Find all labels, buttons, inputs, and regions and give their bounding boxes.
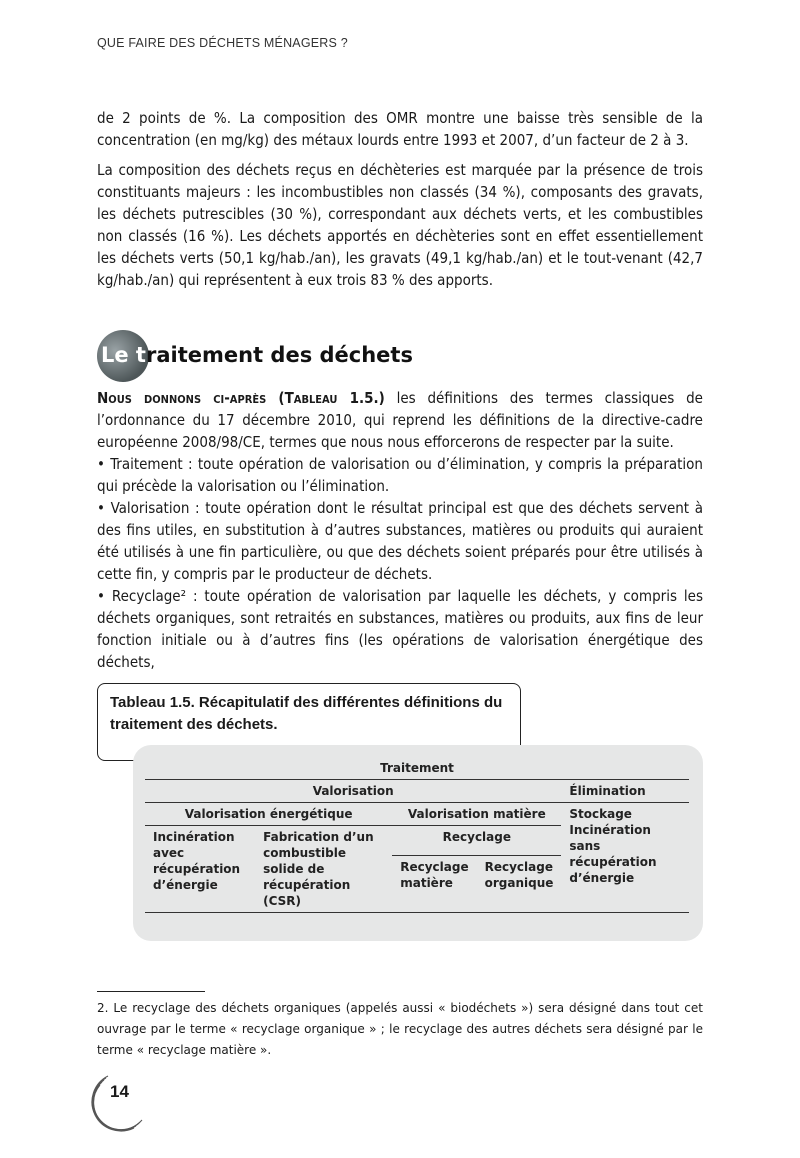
intro-paragraph <box>97 387 703 453</box>
intro-lead: Nous donnons ci-après (Tableau 1.5.) <box>97 389 385 407</box>
heading-text-white: Le t <box>101 343 146 367</box>
heading-text: raitement des déchets <box>145 343 413 367</box>
cell-elimination-detail: Stockage Incinération sans récupération d’énergie <box>561 803 689 913</box>
footnote: 2. Le recyclage des déchets organiques (appelés aussi « biodéchets ») sera désigné dans tout cet ouvrage par le terme « recyclage organique » ; le recyclage des autres déchets sera désigné par le terme « recyclage matière ». <box>97 1001 703 1057</box>
th-valorisation: Valorisation <box>145 780 561 803</box>
th-recyclage: Recyclage <box>392 826 561 856</box>
running-header: QUE FAIRE DES DÉCHETS MÉNAGERS ? <box>97 36 348 50</box>
page-number <box>88 1072 158 1132</box>
footnote-rule <box>97 991 205 992</box>
th-val-energetique: Valorisation énergétique <box>145 803 392 826</box>
body-text-top <box>97 107 703 291</box>
paragraph: de 2 points de %. La composition des OMR montre une baisse très sensible de la concentration (en mg/kg) des métaux lourds entre 1993 et 2007, d’un facteur de 2 à 3. <box>97 109 703 149</box>
bullet-traitement: • Traitement : toute opération de valorisation ou d’élimination, y compris la préparation qui précède la valorisation ou l’élimination. <box>97 455 703 495</box>
cell-csr: Fabrication d’un combustible solide de récupération (CSR) <box>255 826 392 913</box>
cell-recyclage-matiere: Recyclage matière <box>392 855 476 912</box>
page-number-text: 14 <box>110 1082 129 1101</box>
paragraph: La composition des déchets reçus en déchèteries est marquée par la présence de trois constituants majeurs : les incombustibles non classés (34 %), composants des gravats, les déchets putrescibles (30 %), correspondant aux déchets verts, et les combustibles non classés (16 %). Les déchets apportés en déchèteries sont en effet essentiellement les déchets verts (50,1 kg/hab./an), les gravats (49,1 kg/hab./an) et le tout-venant (42,7 kg/hab./an) qui représentent à eux trois 83 % des apports. <box>97 161 703 289</box>
bullet-recyclage: • Recyclage² : toute opération de valorisation par laquelle les déchets, y compris les déchets organiques, sont retraités en substances, matières ou produits, aux fins de leur fonction initiale ou à d’autres fins (les opérations de valorisation énergétique des déchets, <box>97 587 703 671</box>
intro-text: les définitions des termes classiques de l’ordonnance du 17 décembre 2010, qui reprend les définitions de la directive-cadre européenne 2008/98/CE, termes que nous nous efforcerons de respecter par la suite. <box>97 389 703 451</box>
th-val-matiere: Valorisation matière <box>407 807 546 821</box>
cell-recyclage-organique: Recyclage organique <box>477 855 562 912</box>
body-text-definitions <box>97 387 703 673</box>
definitions-table <box>133 745 703 941</box>
th-traitement: Traitement <box>145 757 689 780</box>
cell-incineration: Incinération avec récupération d’énergie <box>145 826 255 913</box>
bullet-valorisation: • Valorisation : toute opération dont le résultat principal est que des déchets servent à des fins utiles, en substitution à d’autres substances, matières ou produits qui auraient été utilisés à une fin particulière, ou que des déchets soient préparés pour être utilisés à cette fin, y compris par le producteur de déchets. <box>97 499 703 583</box>
page-swirl-icon <box>88 1072 158 1132</box>
table-caption: Tableau 1.5. Récapitulatif des différentes définitions du traitement des déchets. <box>97 683 521 761</box>
section-heading <box>97 330 413 380</box>
th-elimination: Élimination <box>561 780 689 803</box>
